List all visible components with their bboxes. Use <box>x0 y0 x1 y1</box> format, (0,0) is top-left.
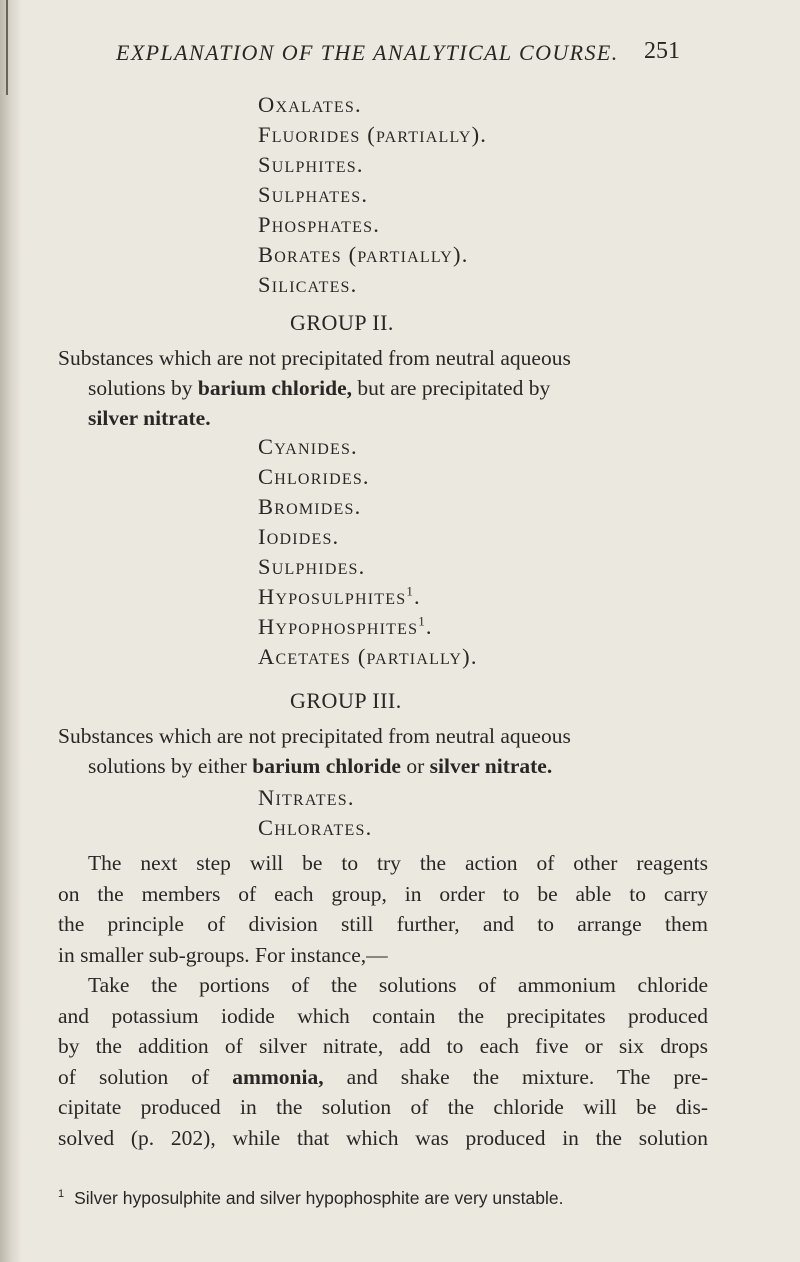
paragraph-2 <box>58 970 708 1153</box>
paragraph-line: on the members of each group, in order to be able to carry <box>58 881 708 906</box>
paragraph-1 <box>58 848 708 970</box>
paragraph-line: cipitate produced in the solution of the chloride will be dis- <box>58 1095 708 1119</box>
line-text: of solution of <box>58 1064 210 1089</box>
item-period: . <box>425 614 433 639</box>
paragraph-line: Take the portions of the solutions of ammonium chloride <box>88 973 708 997</box>
list-item: Chlorates. <box>258 815 373 840</box>
reagent-name: barium chloride, <box>197 376 352 400</box>
desc-text: solutions by either <box>88 754 247 778</box>
list-item: Borates (partially). <box>258 242 469 267</box>
paragraph-line: in smaller sub-groups. For instance,— <box>58 942 388 967</box>
group2-list <box>258 432 478 672</box>
list-item <box>258 582 478 612</box>
list-item: Nitrates. <box>258 785 355 810</box>
group2-description-line1: Substances which are not precipitated from neutral aqueous <box>58 346 571 370</box>
desc-text: or <box>406 754 425 778</box>
footnote <box>58 1188 563 1209</box>
group3-title: GROUP III. <box>290 688 402 713</box>
paragraph-line <box>58 1062 708 1093</box>
group2-description-line3: silver nitrate. <box>88 406 211 430</box>
reagent-name: silver nitrate. <box>429 754 553 778</box>
footnote-text: Silver hyposulphite and silver hypophosphite are very unstable. <box>74 1188 564 1208</box>
list-item: Phosphates. <box>258 212 381 237</box>
footnote-marker: 1 <box>58 1188 65 1201</box>
desc-text: solutions by <box>88 376 193 400</box>
list-item: Bromides. <box>258 494 362 519</box>
list-item: Cyanides. <box>258 434 358 459</box>
group1-list <box>258 90 487 300</box>
paragraph-line: the principle of division still further, and to arrange them <box>58 912 708 936</box>
list-item: Iodides. <box>258 524 340 549</box>
list-item: Acetates (partially). <box>258 644 478 669</box>
item-text: Hypophosphites <box>258 614 419 639</box>
list-item: Fluorides (partially). <box>258 122 488 147</box>
group3-description-line2 <box>88 751 552 781</box>
paragraph-line: and potassium iodide which contain the precipitates produced <box>58 1003 708 1028</box>
list-item: Chlorides. <box>258 464 370 489</box>
paragraph-line: by the addition of silver nitrate, add to each five or six drops <box>58 1034 708 1058</box>
list-item: Silicates. <box>258 272 358 297</box>
list-item: Sulphides. <box>258 554 366 579</box>
reagent-name: barium chloride <box>252 754 401 778</box>
running-header <box>116 40 686 66</box>
group2-title: GROUP II. <box>290 310 394 335</box>
reagent-name: ammonia, <box>232 1064 324 1089</box>
list-item <box>258 612 478 642</box>
group3-list <box>258 783 372 843</box>
footnote-marker: 1 <box>406 583 415 599</box>
line-text: and shake the mixture. The pre- <box>346 1064 709 1089</box>
page-number: 251 <box>644 38 680 64</box>
list-item: Sulphates. <box>258 182 369 207</box>
item-text: Hyposulphites <box>258 584 407 609</box>
item-period: . <box>414 584 421 609</box>
paragraph-line: The next step will be to try the action of other reagents <box>88 851 708 875</box>
running-title: EXPLANATION OF THE ANALYTICAL COURSE. <box>116 40 619 65</box>
footnote-marker: 1 <box>418 613 426 629</box>
group2-description-line2 <box>88 373 550 403</box>
list-item: Sulphites. <box>258 152 364 177</box>
desc-text: but are precipitated by <box>357 376 551 400</box>
list-item: Oxalates. <box>258 92 362 117</box>
paragraph-line: solved (p. 202), while that which was produced in the solution <box>58 1125 708 1150</box>
group3-description-line1: Substances which are not precipitated from neutral aqueous <box>58 724 571 748</box>
